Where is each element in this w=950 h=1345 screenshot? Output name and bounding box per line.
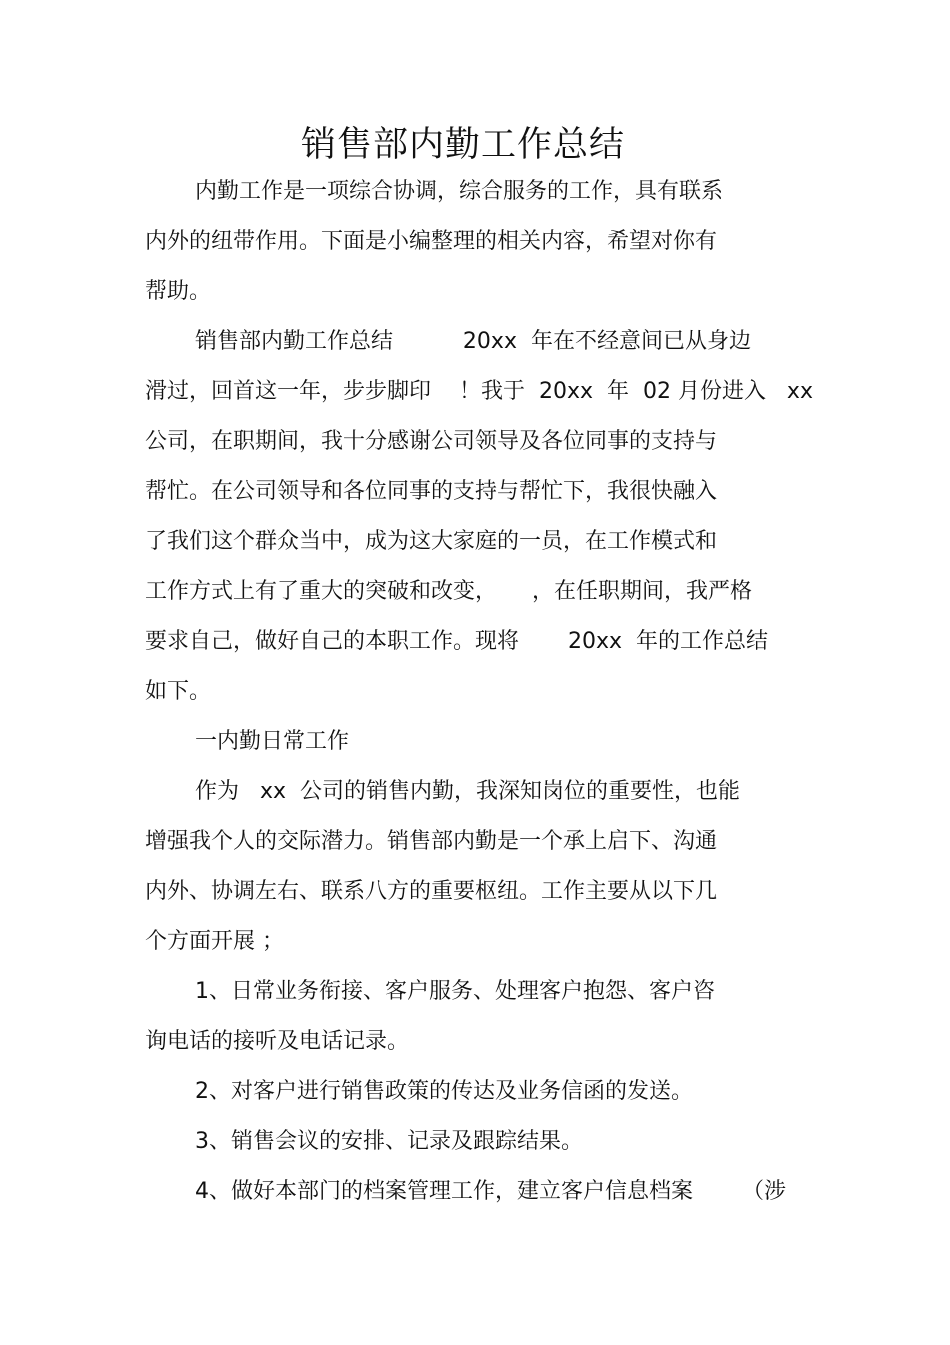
page-title: 销售部内勤工作总结 [300, 125, 625, 165]
text-line: 工作方式上有了重大的突破和改变， ，在任职期间，我严格 [145, 579, 752, 604]
text-line: 如下。 [145, 679, 212, 704]
text-line: 内勤工作是一项综合协调，综合服务的工作，具有联系 [195, 179, 724, 204]
text-line: 增强我个人的交际潜力。销售部内勤是一个承上启下、沟通 [145, 829, 718, 854]
text-line: 个方面开展 ； [145, 929, 284, 954]
text-line: 内外、协调左右、联系八方的重要枢纽。工作主要从以下几 [145, 879, 718, 904]
list-item: 2、对客户进行销售政策的传达及业务信函的发送。 [195, 1079, 693, 1104]
text-line: 帮忙。在公司领导和各位同事的支持与帮忙下，我很快融入 [145, 479, 718, 504]
text-line: 滑过，回首这一年，步步脚印 ！我于 20xx 年 02 月份进入 xx [145, 379, 813, 404]
text-line: 内外的纽带作用。下面是小编整理的相关内容，希望对你有 [145, 229, 718, 254]
text-line: 询电话的接听及电话记录。 [145, 1029, 410, 1054]
text-line: 作为 xx 公司的销售内勤，我深知岗位的重要性，也能 [195, 779, 741, 804]
list-item: 3、销售会议的安排、记录及跟踪结果。 [195, 1129, 583, 1154]
text-line: 帮助。 [145, 279, 212, 304]
text-line: 公司，在职期间，我十分感谢公司领导及各位同事的支持与 [145, 429, 718, 454]
text-line: 要求自己，做好自己的本职工作。现将 20xx 年的工作总结 [145, 629, 768, 654]
text-line: 销售部内勤工作总结 20xx 年在不经意间已从身边 [195, 329, 751, 354]
list-item: 1、日常业务衔接、客户服务、处理客户抱怨、客户咨 [195, 979, 715, 1004]
text-line: 了我们这个群众当中，成为这大家庭的一员，在工作模式和 [145, 529, 718, 554]
section-heading: 一内勤日常工作 [195, 729, 350, 754]
list-item: 4、做好本部门的档案管理工作，建立客户信息档案 （涉 [195, 1179, 786, 1204]
